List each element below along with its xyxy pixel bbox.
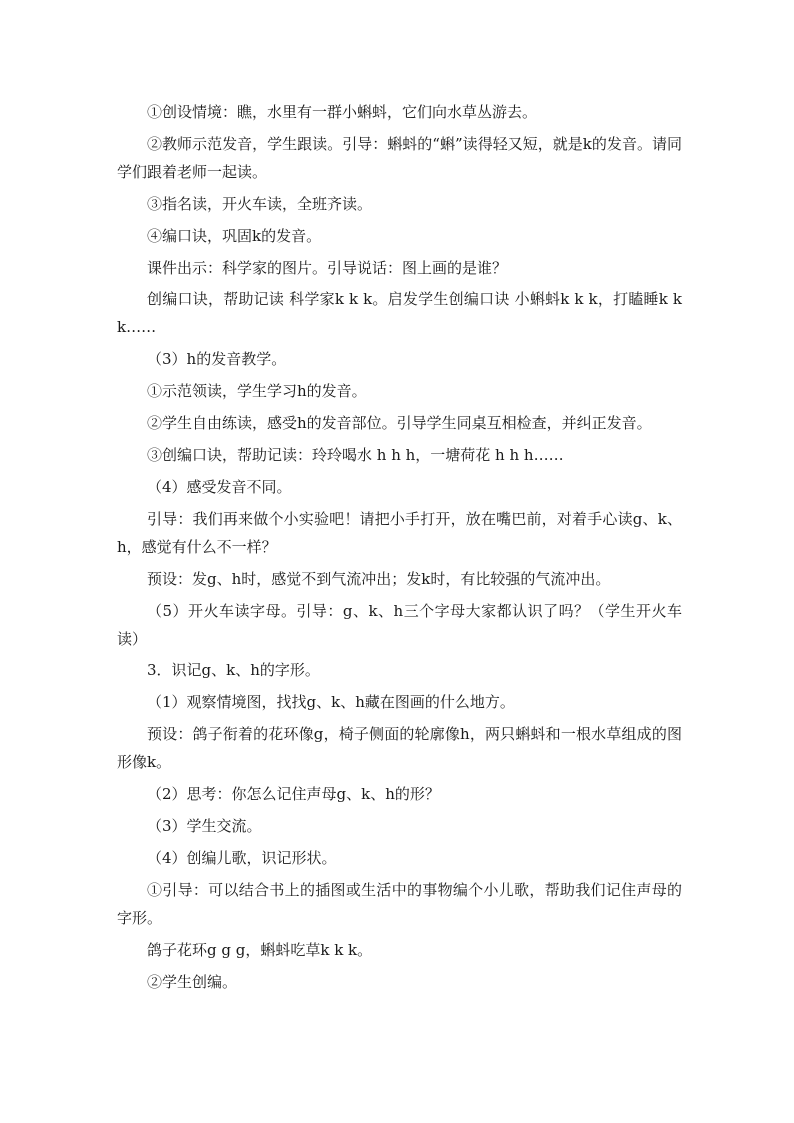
paragraph: ③指名读，开火车读，全班齐读。 <box>147 194 373 213</box>
lesson-plan-body <box>117 98 682 999</box>
paragraph: （3）h的发音教学。 <box>147 350 287 369</box>
paragraph: ③创编口诀，帮助记读：玲玲喝水 h h h，一塘荷花 h h h…… <box>147 446 564 465</box>
paragraph: 课件出示：科学家的图片。引导说话：图上画的是谁？ <box>147 258 508 277</box>
paragraph: ①示范领读，学生学习h的发音。 <box>147 382 367 401</box>
paragraph: 创编口诀，帮助记读 科学家k k k。启发学生创编口诀 小蝌蚪k k k，打瞌睡k k k…… <box>117 290 682 337</box>
paragraph: 3．识记g、k、h的字形。 <box>147 661 320 680</box>
paragraph: ②学生创编。 <box>147 972 238 991</box>
paragraph: ②学生自由练读，感受h的发音部位。引导学生同桌互相检查，并纠正发音。 <box>147 414 652 433</box>
paragraph: ②教师示范发音，学生跟读。引导：蝌蚪的“蝌”读得轻又短，就是k的发音。请同学们跟着老师一起读。 <box>117 134 682 181</box>
paragraph: ①创设情境：瞧，水里有一群小蝌蚪，它们向水草丛游去。 <box>147 103 538 121</box>
paragraph: ①引导：可以结合书上的插图或生活中的事物编个小儿歌，帮助我们记住声母的字形。 <box>117 880 682 927</box>
paragraph: （5）开火车读字母。引导：g、k、h三个字母大家都认识了吗？（学生开火车读） <box>117 601 682 648</box>
paragraph: 预设：发g、h时，感觉不到气流冲出；发k时，有比较强的气流冲出。 <box>147 569 611 588</box>
paragraph: （4）创编儿歌，识记形状。 <box>147 848 337 867</box>
paragraph: （2）思考：你怎么记住声母g、k、h的形？ <box>147 785 440 804</box>
paragraph: 引导：我们再来做个小实验吧！请把小手打开，放在嘴巴前，对着手心读g、k、h，感觉有什么不一样？ <box>117 509 682 556</box>
paragraph: 预设：鸽子衔着的花环像g，椅子侧面的轮廓像h，两只蝌蚪和一根水草组成的图形像k。 <box>117 725 682 772</box>
paragraph: 鸽子花环g g g，蝌蚪吃草k k k。 <box>147 940 373 959</box>
paragraph: （3）学生交流。 <box>147 817 262 836</box>
paragraph: （1）观察情境图，找找g、k、h藏在图画的什么地方。 <box>147 693 515 712</box>
paragraph: （4）感受发音不同。 <box>147 477 292 496</box>
paragraph: ④编口诀，巩固k的发音。 <box>147 226 322 245</box>
